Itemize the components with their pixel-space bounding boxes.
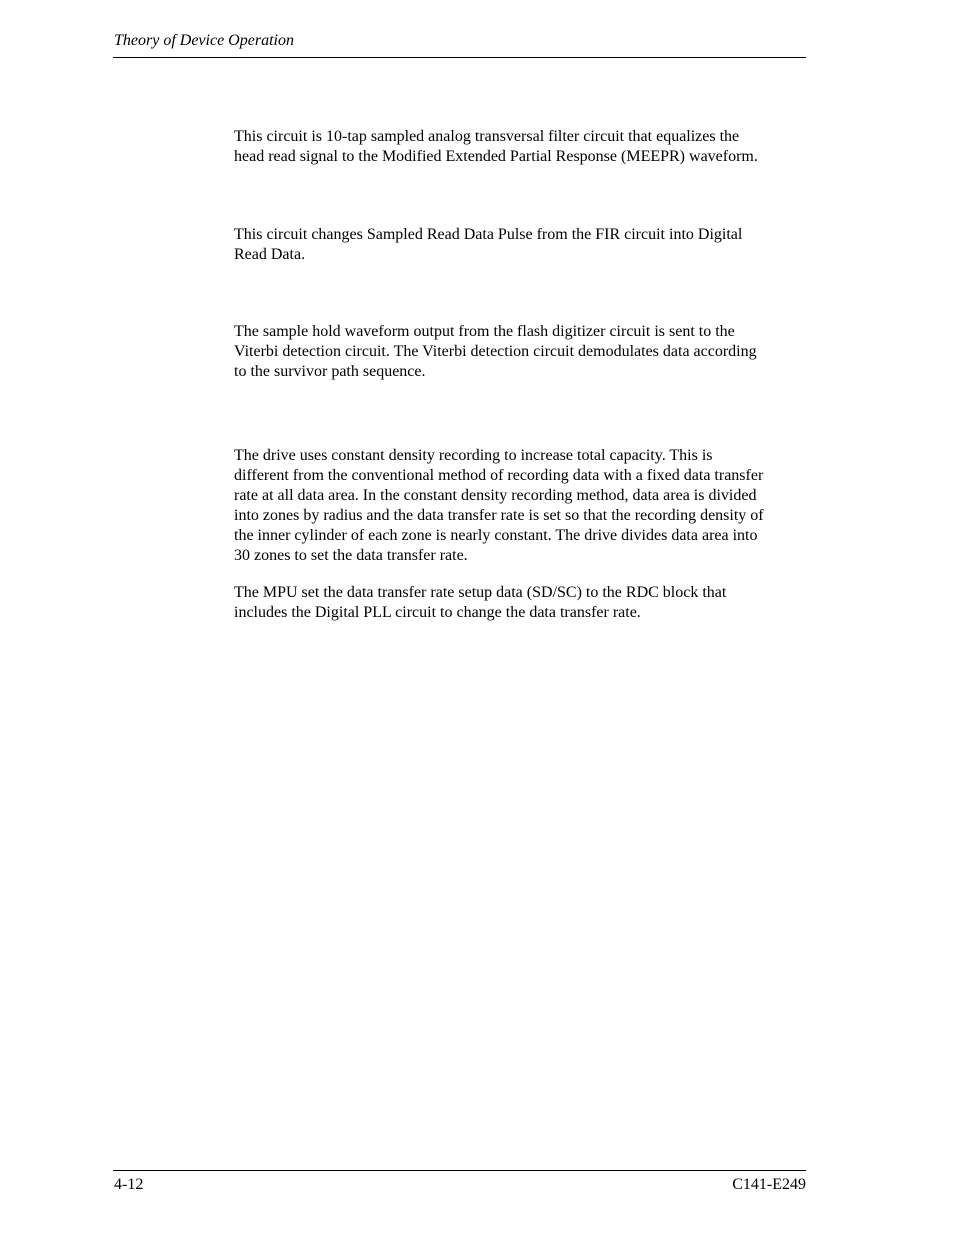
paragraph-line: This circuit is 10-tap sampled analog transversal filter circuit that equalizes the: [234, 128, 740, 145]
paragraph-line: Read Data.: [234, 246, 306, 263]
paragraph-line: The drive uses constant density recording to increase total capacity. This is: [234, 447, 713, 464]
paragraph-mpu-setup: [234, 583, 808, 623]
footer-rule: [113, 1170, 806, 1171]
paragraph-constant-density: [234, 446, 808, 566]
paragraph-line: includes the Digital PLL circuit to change the data transfer rate.: [234, 604, 641, 621]
header-title: Theory of Device Operation: [114, 32, 294, 49]
document-id: C141-E249: [732, 1176, 806, 1193]
paragraph-line: to the survivor path sequence.: [234, 363, 426, 380]
paragraph-line: the inner cylinder of each zone is nearly constant. The drive divides data area into: [234, 527, 758, 544]
paragraph-line: into zones by radius and the data transfer rate is set so that the recording density of: [234, 507, 764, 524]
paragraph-line: head read signal to the Modified Extended Partial Response (MEEPR) waveform.: [234, 148, 758, 165]
paragraph-line: The sample hold waveform output from the flash digitizer circuit is sent to the: [234, 323, 735, 340]
paragraph-line: 30 zones to set the data transfer rate.: [234, 547, 468, 564]
paragraph-viterbi: [234, 322, 808, 382]
paragraph-line: This circuit changes Sampled Read Data Pulse from the FIR circuit into Digital: [234, 226, 743, 243]
paragraph-line: The MPU set the data transfer rate setup data (SD/SC) to the RDC block that: [234, 584, 727, 601]
paragraph-line: rate at all data area. In the constant density recording method, data area is divided: [234, 487, 757, 504]
header-rule: [113, 57, 806, 58]
paragraph-fir-filter: [234, 127, 808, 167]
page-number: 4-12: [114, 1176, 144, 1193]
paragraph-flash-digitizer: [234, 225, 808, 265]
paragraph-line: Viterbi detection circuit. The Viterbi detection circuit demodulates data according: [234, 343, 757, 360]
paragraph-line: different from the conventional method of recording data with a fixed data transfer: [234, 467, 764, 484]
